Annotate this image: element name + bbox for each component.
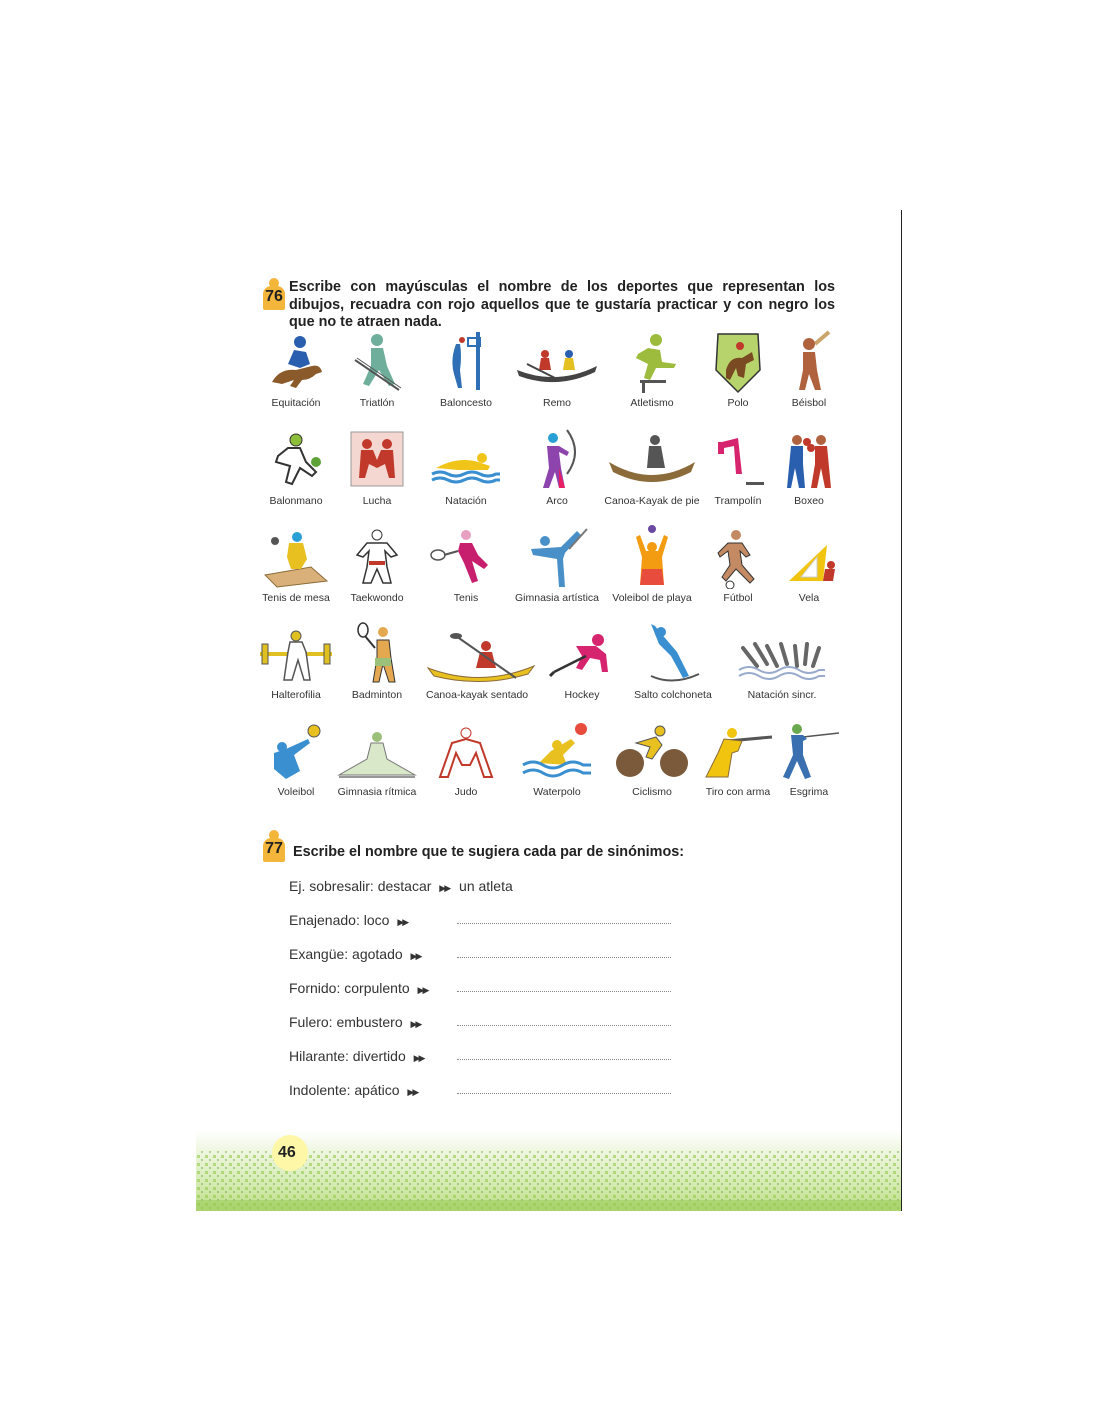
sport-gimnasia-artistica xyxy=(507,525,607,604)
answer-line-1[interactable] xyxy=(457,923,671,924)
baseball-icon xyxy=(779,330,839,394)
artistic-gymnastics-icon xyxy=(521,525,593,589)
sport-label: Waterpolo xyxy=(533,786,581,798)
synonym-example-text: Ej. sobresalir: destacar xyxy=(289,878,432,894)
exercise-77-number: 77 xyxy=(265,840,283,857)
table-tennis-icon xyxy=(261,525,331,589)
double-arrow-icon: ▶▶ xyxy=(413,1053,424,1063)
exercise-76-number: 76 xyxy=(265,288,283,305)
canoe-standing-icon xyxy=(607,428,697,492)
synonym-example-answer: un atleta xyxy=(459,878,513,894)
weightlifting-icon xyxy=(256,622,336,686)
badminton-icon xyxy=(347,622,407,686)
sport-atletismo xyxy=(602,330,702,409)
sport-vela xyxy=(759,525,859,604)
sport-kayak-sentado xyxy=(426,622,529,701)
sport-label: Tenis xyxy=(453,592,479,604)
double-arrow-icon: ▶▶ xyxy=(439,883,450,893)
taekwondo-icon xyxy=(347,525,407,589)
sport-label: Vela xyxy=(798,592,820,604)
sport-label: Gimnasia rítmica xyxy=(337,786,417,798)
diving-icon xyxy=(641,622,705,686)
sport-canoa-pie xyxy=(602,428,702,507)
sport-label: Gimnasia artística xyxy=(514,592,600,604)
sport-waterpolo xyxy=(507,719,607,798)
rowing-icon xyxy=(515,330,599,394)
sport-label: Equitación xyxy=(271,397,321,409)
synonym-item xyxy=(289,1014,426,1030)
synonym-pair: Fornido: corpulento xyxy=(289,980,410,996)
basketball-icon xyxy=(436,330,496,394)
synchronized-swimming-icon xyxy=(737,622,827,686)
sport-label: Voleibol xyxy=(277,786,315,798)
swimming-icon xyxy=(428,428,504,492)
sport-label: Baloncesto xyxy=(440,397,492,409)
synonym-pair: Indolente: apático xyxy=(289,1082,400,1098)
sport-ciclismo xyxy=(602,719,702,798)
fencing-icon xyxy=(777,719,841,783)
sport-remo xyxy=(507,330,607,409)
waterpolo-icon xyxy=(519,719,595,783)
exercise-77-instruction: Escribe el nombre que te sugiera cada par de sinónimos: xyxy=(293,844,685,860)
sport-label: Ciclismo xyxy=(632,786,672,798)
sport-label: Canoa-Kayak de pie xyxy=(604,495,700,507)
sport-label: Polo xyxy=(727,397,749,409)
sport-taekwondo xyxy=(327,525,427,604)
cycling-icon xyxy=(612,719,692,783)
sport-triatlon xyxy=(327,330,427,409)
sport-label: Trampolín xyxy=(714,495,762,507)
synonym-pair: Hilarante: divertido xyxy=(289,1048,406,1064)
wrestling-icon xyxy=(347,428,407,492)
synonym-item xyxy=(289,946,426,962)
sport-label: Triatlón xyxy=(359,397,395,409)
sport-label: Lucha xyxy=(362,495,392,507)
exercise-76-instruction: Escribe con mayúsculas el nombre de los deportes que representan los dibujos, recuadra con rojo aquellos que te gustaría practicar y con negro los que no te atraen nada. xyxy=(289,279,835,330)
sport-label: Natación sincr. xyxy=(747,689,817,701)
sport-boxeo xyxy=(759,428,859,507)
answer-line-4[interactable] xyxy=(457,1025,671,1026)
kayak-seated-icon xyxy=(426,622,536,686)
sport-natacion xyxy=(416,428,516,507)
athletics-icon xyxy=(622,330,682,394)
page-number: 46 xyxy=(278,1144,296,1161)
handball-icon xyxy=(266,428,326,492)
sport-beisbol xyxy=(759,330,859,409)
sport-label: Canoa-kayak sentado xyxy=(426,689,529,701)
horse-riding-icon xyxy=(266,330,326,394)
sport-label: Taekwondo xyxy=(350,592,404,604)
sport-label: Salto colchoneta xyxy=(634,689,712,701)
triathlon-icon xyxy=(347,330,407,394)
synonym-pair: Fulero: embustero xyxy=(289,1014,403,1030)
synonym-pair: Exangüe: agotado xyxy=(289,946,403,962)
sport-label: Boxeo xyxy=(794,495,824,507)
sport-label: Arco xyxy=(546,495,568,507)
synonym-item xyxy=(289,1082,423,1098)
sport-label: Tiro con arma xyxy=(705,786,771,798)
synonym-pair: Enajenado: loco xyxy=(289,912,390,928)
sport-esgrima xyxy=(759,719,859,798)
answer-line-5[interactable] xyxy=(457,1059,671,1060)
sport-salto-colchoneta xyxy=(623,622,723,701)
exercise-76-badge xyxy=(263,278,285,308)
answer-line-6[interactable] xyxy=(457,1093,671,1094)
rhythmic-gymnastics-icon xyxy=(335,719,419,783)
sport-arco xyxy=(507,428,607,507)
tennis-icon xyxy=(428,525,504,589)
boxing-icon xyxy=(779,428,839,492)
synonym-item xyxy=(289,912,413,928)
beach-volleyball-icon xyxy=(622,525,682,589)
sport-baloncesto xyxy=(416,330,516,409)
answer-line-3[interactable] xyxy=(457,991,671,992)
sport-label: Judo xyxy=(454,786,478,798)
sport-judo xyxy=(416,719,516,798)
double-arrow-icon: ▶▶ xyxy=(410,1019,421,1029)
volleyball-icon xyxy=(266,719,326,783)
sport-label: Béisbol xyxy=(791,397,827,409)
double-arrow-icon: ▶▶ xyxy=(417,985,428,995)
sport-tenis xyxy=(416,525,516,604)
hockey-icon xyxy=(546,622,618,686)
sport-label: Fútbol xyxy=(723,592,753,604)
synonym-item xyxy=(289,1048,429,1064)
double-arrow-icon: ▶▶ xyxy=(397,917,408,927)
sport-label: Voleibol de playa xyxy=(612,592,692,604)
sport-label: Atletismo xyxy=(630,397,674,409)
sport-lucha xyxy=(327,428,427,507)
sport-label: Tenis de mesa xyxy=(262,592,330,604)
page-edge-line xyxy=(901,210,902,1211)
sport-label: Natación xyxy=(445,495,487,507)
synonym-item xyxy=(289,980,433,996)
sport-label: Remo xyxy=(542,397,571,409)
sport-label: Badminton xyxy=(351,689,403,701)
sport-natacion-sincro xyxy=(732,622,832,701)
archery-icon xyxy=(527,428,587,492)
sport-label: Esgrima xyxy=(789,786,829,798)
workbook-page xyxy=(196,210,902,1211)
synonym-example xyxy=(289,878,513,894)
sailing-icon xyxy=(779,525,839,589)
answer-line-2[interactable] xyxy=(457,957,671,958)
double-arrow-icon: ▶▶ xyxy=(410,951,421,961)
sport-voleibol-playa xyxy=(602,525,702,604)
sport-label: Balonmano xyxy=(269,495,323,507)
sport-label: Halterofilia xyxy=(271,689,321,701)
sport-label: Hockey xyxy=(564,689,600,701)
double-arrow-icon: ▶▶ xyxy=(407,1087,418,1097)
judo-icon xyxy=(430,719,502,783)
sport-hockey xyxy=(532,622,632,701)
sport-badminton xyxy=(327,622,427,701)
exercise-77-badge xyxy=(263,830,285,860)
sport-gimnasia-ritmica xyxy=(327,719,427,798)
